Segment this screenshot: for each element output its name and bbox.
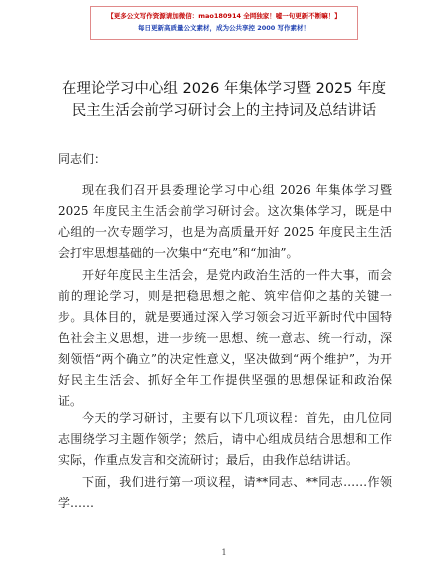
paragraph-2: 开好年度民主生活会，是党内政治生活的一件大事，而会前的理论学习，则是把稳思想之舵、筑牢信仰之基的关键一步。具体目的，就是要通过深入学习领会习近平新时代中国特色社会主义思想，进一步统一思想、统一意志、统一行动，深刻领悟“两个确立”的决定性意义，坚决做到“两个维护”，为开好民主生活会、抓好全年工作提供坚强的思想保证和政治保证。: [58, 268, 392, 408]
promo-banner: [90, 6, 358, 40]
page-number: 1: [221, 548, 227, 557]
document-title: 在理论学习中心组 2026 年集体学习暨 2025 年度民主生活会前学习研讨会上的主持词及总结讲话: [61, 81, 387, 119]
paragraph-1: 现在我们召开县委理论学习中心组 2026 年集体学习暨 2025 年度民主生活会前学习研讨会。这次集体学习，既是中心组的一次专题学习，也是为高质量开好 2025 年度民主生活会打牢思想基础的一次集中“充电”和“加油”。: [58, 183, 392, 260]
paragraph-4: 下面，我们进行第一项议程，请**同志、**同志……作领学……: [58, 475, 392, 510]
promo-line-2: 每日更新高质量公文素材，成为公共享控 2000 写作素材！: [137, 24, 311, 32]
salutation: 同志们：: [58, 152, 107, 166]
paragraph-3: 今天的学习研讨，主要有以下几项议程：首先，由几位同志围绕学习主题作领学；然后，请中心组成员结合思想和工作实际，作重点发言和交流研讨；最后，由我作总结讲话。: [58, 411, 392, 467]
promo-line-1: 【更多公文写作资源请加微信：mao180914 全网独家！嘘一句更新不断嘛！】: [107, 12, 341, 20]
